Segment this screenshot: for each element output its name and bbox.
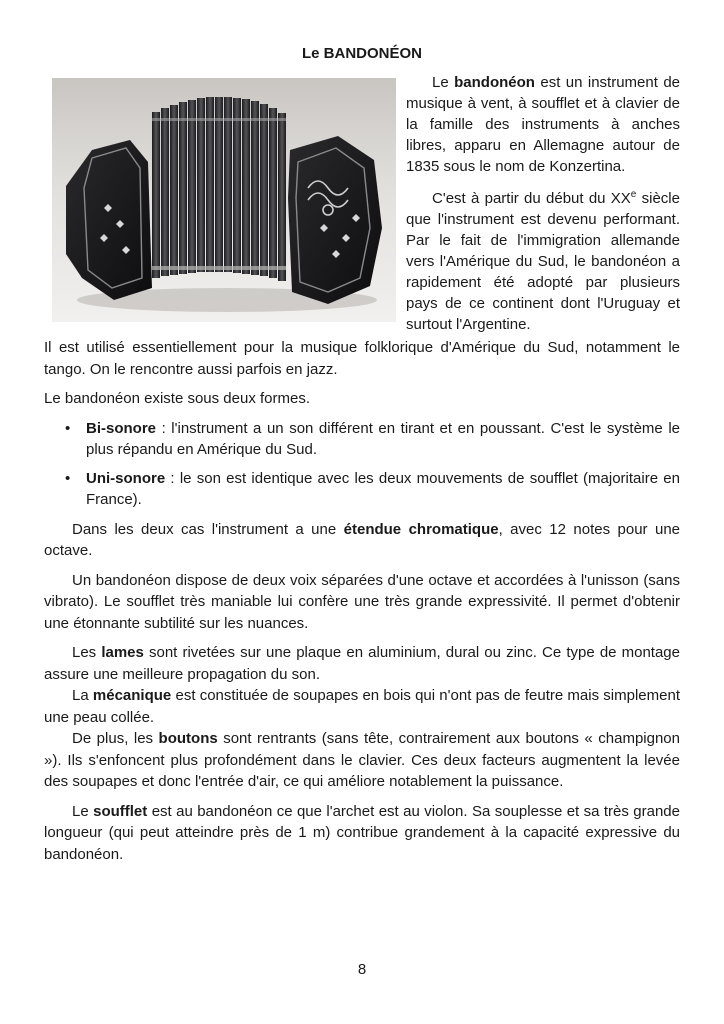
forms-intro: Le bandonéon existe sous deux formes. [44,390,311,407]
bold-term: boutons [158,730,218,747]
bold-term: mécanique [92,687,172,704]
bold-term: Uni-sonore [86,469,166,487]
list-item [86,468,680,511]
text-run: : l'instrument a un son différent en tirant et en poussant. C'est le système le plus répandu en Amérique du Sud. [86,419,680,458]
text-run: Les [72,644,102,661]
bold-term: étendue chromatique [343,520,499,538]
text-run: C'est à partir du début du XX [432,190,631,207]
text-run: De plus, les [72,730,159,747]
forms-list [44,418,680,511]
intro-column [406,72,680,342]
soufflet-paragraph [44,801,680,866]
text-run: : le son est identique avec les deux mouvements de soufflet (majoritaire en France). [86,469,680,508]
bold-term: bandonéon [454,74,535,91]
text-run: est un instrument de musique à vent, à soufflet et à clavier de la famille des instruments à anches libres, apparu en Allemagne autour de 1835 sous le nom de Konzertina. [406,74,681,175]
text-run: sont rentrants (sans tête, contrairement aux boutons « champignon »). Ils s'enfoncent plus profondément dans le clavier. Ces deux facteurs augmentent la levée des soupapes et donc l'entrée d'air, ce qui améliore notablement la puissance. [44,730,680,790]
text-run: Dans les deux cas l'instrument a une [72,520,344,538]
text-run: est au bandonéon ce que l'archet est au violon. Sa souplesse et sa très grande longueur (qui peut atteindre près de 1 m) contribue grandement à la capacité expressive du bandonéon. [44,802,680,863]
bold-term: soufflet [93,802,148,820]
page-title: Le BANDONÉON [301,45,422,62]
text-run: siècle que l'instrument est devenu performant. Par le fait de l'immigration allemande vers l'Amérique du Sud, le bandonéon a rapidement été adopté par plusieurs pays de ce continent dont l'Uruguay et surtout l'Argentine. [406,190,680,333]
list-item [86,418,680,461]
bold-term: Bi-sonore [86,419,157,437]
text-run: est constituée de soupapes en bois qui n'ont pas de feutre mais simplement une peau collée. [44,687,681,726]
main-text [44,337,680,873]
page-number: 8 [357,961,367,978]
text-run: Le [432,74,455,91]
mecanique-paragraph [44,685,680,728]
text-run: La [72,687,93,704]
text-run: sont rivetées sur une plaque en aluminium, dural ou zinc. Ce type de montage assure une meilleure propagation du son. [44,644,680,683]
bandoneon-photo [52,78,396,322]
intro-paragraph-2 [406,184,680,335]
text-run: Le [72,802,94,820]
chromatic-paragraph [44,519,680,562]
intro-paragraph-1 [406,72,680,177]
bold-term: lames [101,644,144,661]
voices-paragraph: Un bandonéon dispose de deux voix séparées d'une octave et accordées à l'unisson (sans vibrato). Le soufflet très maniable lui confère une très grande expressivité. Il permet d'obtenir une étonnante subtilité sur les nuances. [44,571,680,632]
boutons-paragraph [44,728,680,793]
text-run: , avec 12 notes pour une octave. [44,520,680,559]
superscript: e [630,189,637,200]
usage-paragraph: Il est utilisé essentiellement pour la musique folklorique d'Amérique du Sud, notamment le tango. On le rencontre aussi parfois en jazz. [44,339,680,378]
lames-paragraph [44,642,680,685]
